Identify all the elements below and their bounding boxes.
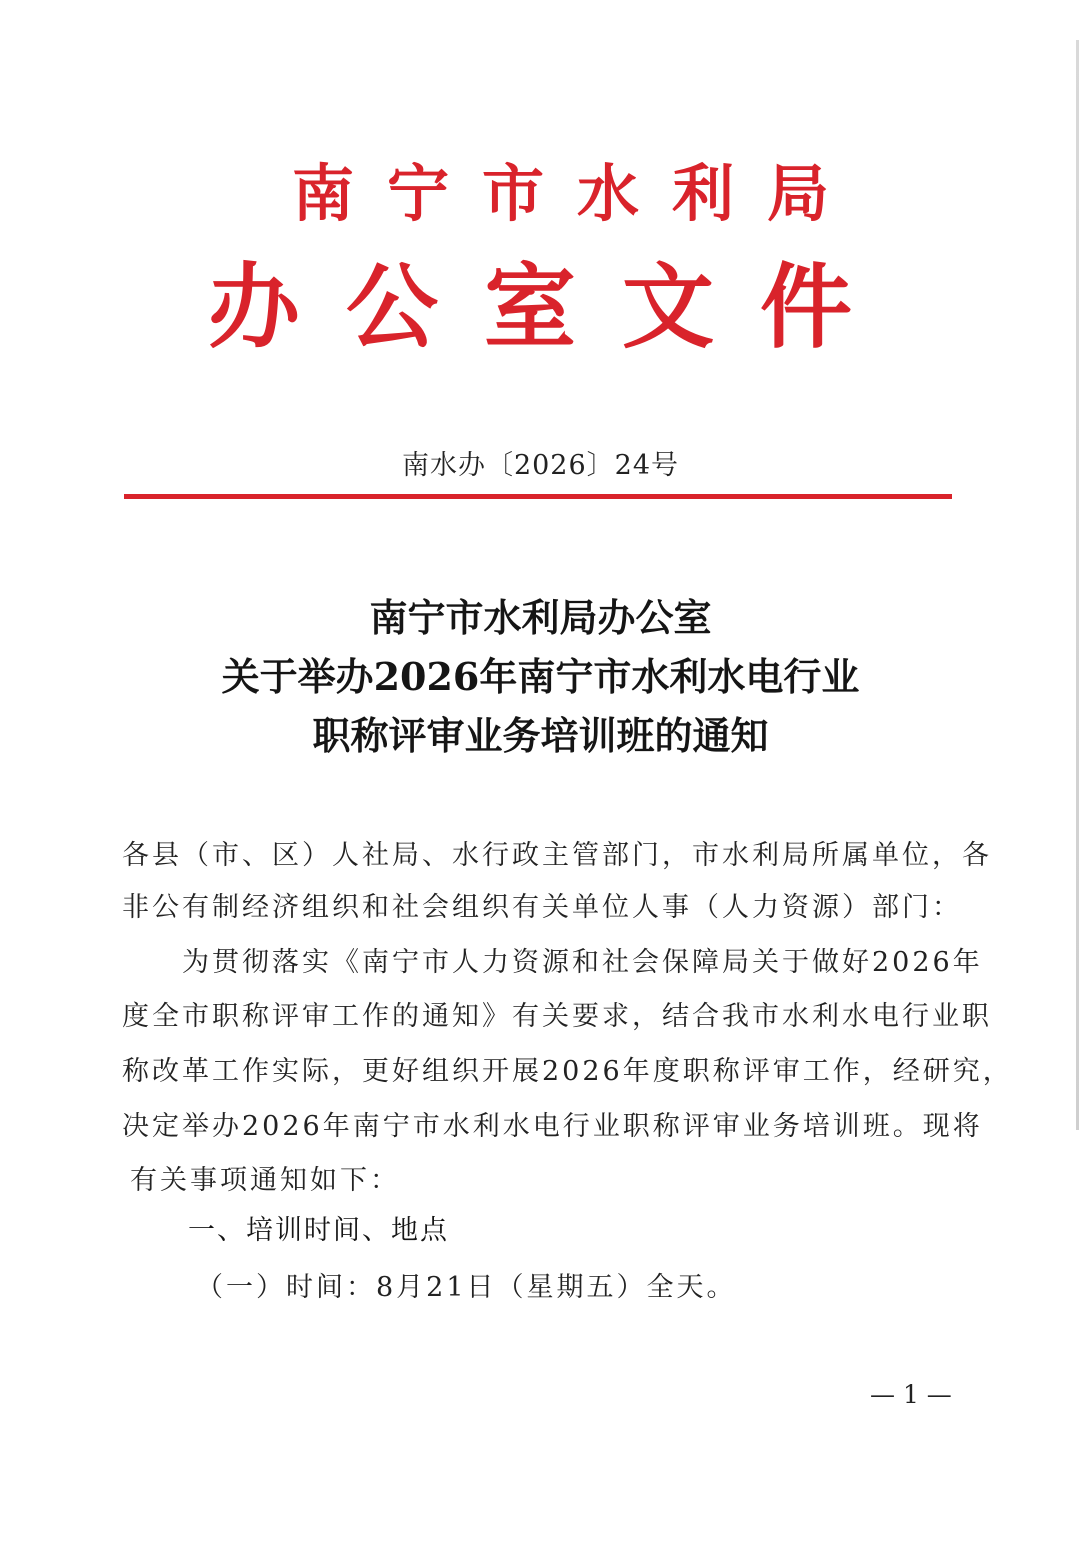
- intro-line-1: 为贯彻落实《南宁市人力资源和社会保障局关于做好2026年: [182, 947, 983, 978]
- intro-line-4: 决定举办2026年南宁市水利水电行业职称评审业务培训班。现将: [122, 1111, 983, 1142]
- addressee-line-1: 各县（市、区）人社局、水行政主管部门，市水利局所属单位，各: [122, 840, 992, 871]
- title-line-1: 南宁市水利局办公室: [369, 595, 712, 640]
- issuing-organization: 南宁市水利局: [292, 157, 863, 230]
- title-line-2: 关于举办2026年南宁市水利水电行业: [221, 654, 860, 699]
- intro-line-2: 度全市职称评审工作的通知》有关要求，结合我市水利水电行业职: [122, 1001, 992, 1032]
- document-title: [0, 588, 1081, 765]
- document-number: 南水办〔2026〕24号: [401, 450, 680, 481]
- document-type-heading: 办公室文件: [208, 253, 899, 361]
- section-heading-1: 一、培训时间、地点: [188, 1215, 449, 1246]
- intro-line-5: 有关事项通知如下：: [130, 1165, 400, 1196]
- intro-line-3: 称改革工作实际，更好组织开展2026年度职称评审工作，经研究，: [122, 1056, 1013, 1087]
- red-separator-rule: [124, 494, 952, 499]
- scan-edge-shadow: [1076, 40, 1079, 1130]
- addressee-line-2: 非公有制经济组织和社会组织有关单位人事（人力资源）部门：: [122, 892, 962, 923]
- page-number: — 1 —: [870, 1380, 952, 1409]
- title-line-3: 职称评审业务培训班的通知: [312, 713, 769, 758]
- section-1-item-1: （一）时间：8月21日（星期五）全天。: [196, 1272, 737, 1303]
